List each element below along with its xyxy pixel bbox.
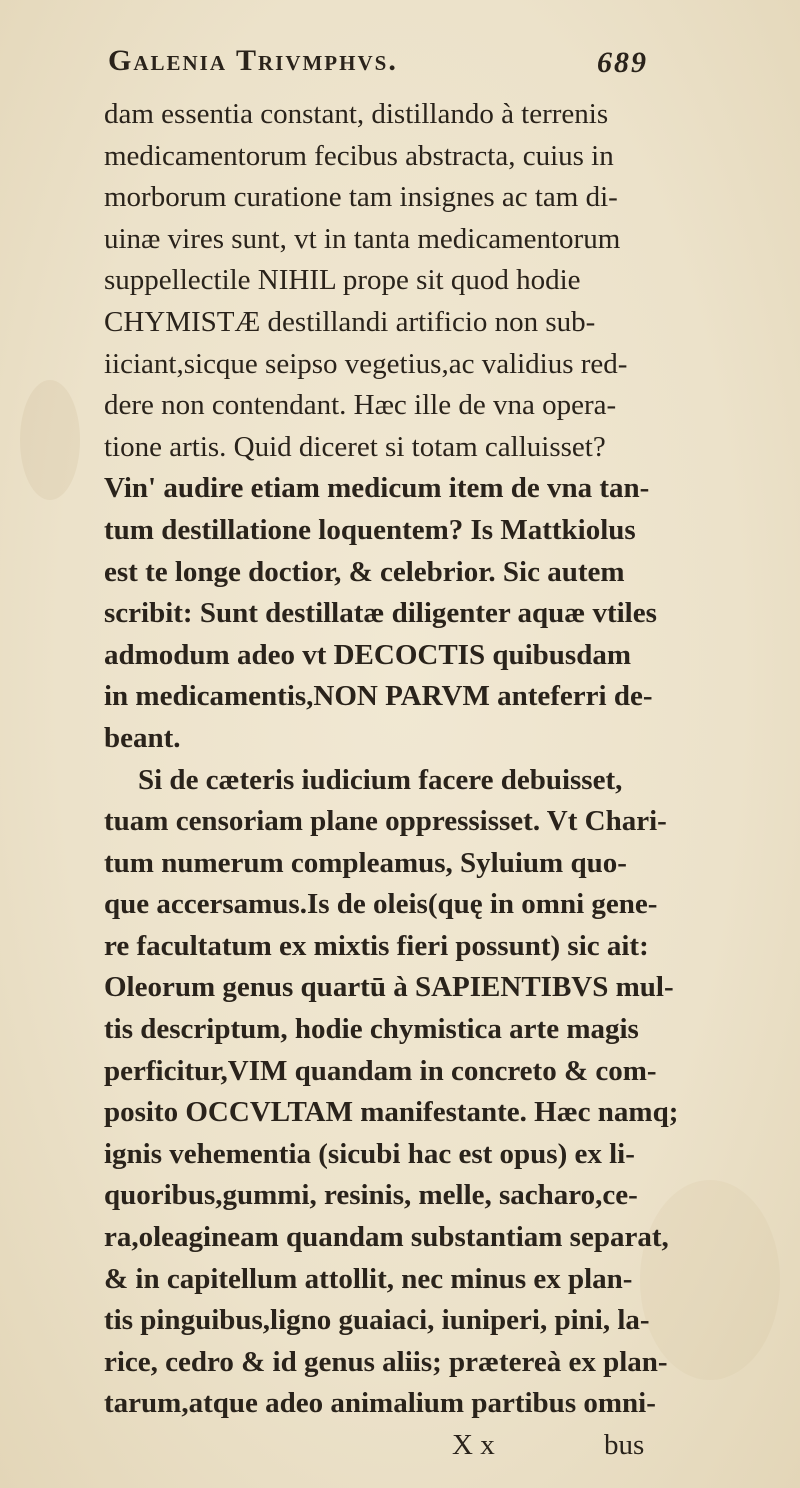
text-line: dere non contendant. Hæc ille de vna opera- bbox=[104, 389, 617, 422]
running-title: Galenia Trivmphvs. bbox=[108, 44, 398, 77]
text-line: tuam censoriam plane oppressisset. Vt Chari- bbox=[104, 805, 667, 838]
catchword: bus bbox=[604, 1429, 645, 1461]
text-line: Vin' audire etiam medicum item de vna tan- bbox=[104, 472, 650, 505]
text-line: tum numerum compleamus, Syluium quo- bbox=[104, 846, 627, 879]
text-line: perficitur,VIM quandam in concreto & com- bbox=[104, 1054, 657, 1087]
running-head bbox=[108, 44, 648, 90]
page-footer bbox=[0, 1424, 800, 1466]
text-line: iiciant,sicque seipso vegetius,ac validius red- bbox=[104, 347, 628, 380]
text-line: ra,oleagineam quandam substantiam separat, bbox=[104, 1221, 669, 1254]
text-line: tis pinguibus,ligno guaiaci, iuniperi, pini, la- bbox=[104, 1304, 650, 1337]
signature-mark: X x bbox=[452, 1429, 495, 1461]
text-line: scribit: Sunt destillatæ diligenter aquæ vtiles bbox=[104, 597, 657, 630]
text-line: in medicamentis,NON PARVM anteferri de- bbox=[104, 680, 653, 713]
page-number: 689 bbox=[597, 46, 648, 79]
text-line: Oleorum genus quartū à SAPIENTIBVS mul- bbox=[104, 971, 674, 1004]
text-line: beant. bbox=[104, 721, 181, 754]
text-line: quoribus,gummi, resinis, melle, sacharo,ce- bbox=[104, 1179, 638, 1212]
text-line: & in capitellum attollit, nec minus ex plan- bbox=[104, 1262, 633, 1295]
text-line: uinæ vires sunt, vt in tanta medicamentorum bbox=[104, 222, 621, 255]
text-line: posito OCCVLTAM manifestante. Hæc namq; bbox=[104, 1096, 679, 1129]
text-line: suppellectile NIHIL prope sit quod hodie bbox=[104, 264, 581, 297]
text-line: tum destillatione loquentem? Is Mattkiolus bbox=[104, 513, 636, 546]
text-line: que accersamus.Is de oleis(quę in omni gene- bbox=[104, 888, 658, 921]
text-line: CHYMISTÆ destillandi artificio non sub- bbox=[104, 305, 596, 338]
paper-stain bbox=[20, 380, 80, 500]
text-line: est te longe doctior, & celebrior. Sic autem bbox=[104, 555, 625, 588]
text-line: rice, cedro & id genus aliis; prætereà ex plan- bbox=[104, 1345, 668, 1378]
paragraph-first-line: Si de cæteris iudicium facere debuisset, bbox=[138, 763, 623, 796]
text-line: tarum,atque adeo animalium partibus omni- bbox=[104, 1387, 656, 1420]
text-line: ignis vehementia (sicubi hac est opus) ex li- bbox=[104, 1137, 635, 1170]
text-line: admodum adeo vt DECOCTIS quibusdam bbox=[104, 638, 631, 671]
text-line: medicamentorum fecibus abstracta, cuius in bbox=[104, 139, 614, 172]
text-line: morborum curatione tam insignes ac tam di- bbox=[104, 181, 618, 214]
text-line: tis descriptum, hodie chymistica arte magis bbox=[104, 1013, 639, 1046]
body-text bbox=[104, 94, 679, 1425]
text-line: tione artis. Quid diceret si totam calluisset? bbox=[104, 430, 606, 463]
text-line: re facultatum ex mixtis fieri possunt) sic ait: bbox=[104, 929, 649, 962]
text-line: dam essentia constant, distillando à terrenis bbox=[104, 98, 609, 130]
